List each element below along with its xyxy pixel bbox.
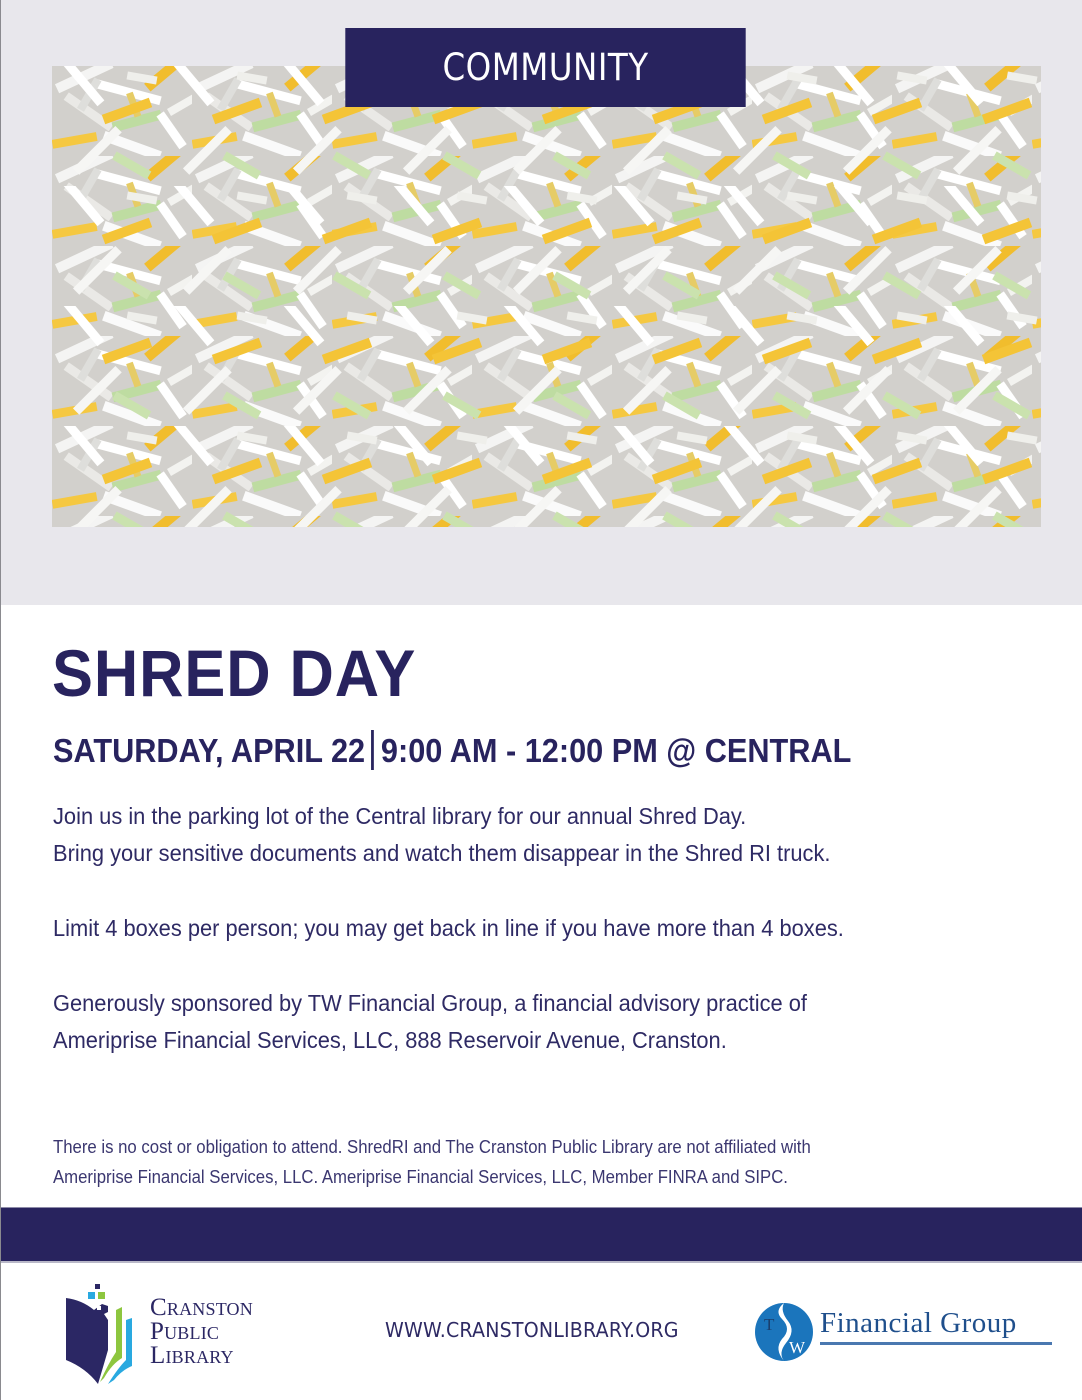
library-name (150, 1296, 253, 1368)
tw-monogram-icon (752, 1303, 816, 1361)
event-time-location: 9:00 AM - 12:00 PM @ CENTRAL (380, 732, 852, 769)
hero-section (0, 0, 1082, 605)
shredded-paper-photo (52, 66, 1041, 527)
event-title: SHRED DAY (52, 636, 417, 710)
intro-line-1: Join us in the parking lot of the Central library for our annual Shred Day. (53, 803, 747, 829)
footer-divider-band (0, 1207, 1082, 1263)
library-name-line-3: Library (150, 1342, 234, 1369)
open-book-icon (64, 1280, 144, 1390)
website-link[interactable]: WWW.CRANSTONLIBRARY.ORG (385, 1318, 679, 1342)
separator-bar (371, 730, 374, 770)
sponsor-line-2: Ameriprise Financial Services, LLC, 888 Reservoir Avenue, Cranston. (53, 1027, 727, 1053)
page-edge (0, 0, 1, 1400)
sponsor-line-1: Generously sponsored by TW Financial Group, a financial advisory practice of (53, 990, 807, 1016)
disclaimer-line-2: Ameriprise Financial Services, LLC. Ameriprise Financial Services, LLC, Member FINRA and SIPC. (53, 1167, 788, 1187)
cranston-library-logo (64, 1280, 304, 1390)
disclaimer (53, 1132, 811, 1192)
tw-logo-underline (820, 1342, 1052, 1345)
library-name-line-1: Cranston (150, 1294, 253, 1321)
svg-text:T: T (764, 1315, 775, 1334)
intro-line-2: Bring your sensitive documents and watch them disappear in the Shred RI truck. (53, 840, 831, 866)
limit-paragraph (53, 910, 844, 947)
tw-financial-logo (750, 1275, 1060, 1395)
limit-line: Limit 4 boxes per person; you may get back in line if you have more than 4 boxes. (53, 915, 844, 941)
category-tag: COMMUNITY (345, 28, 745, 107)
event-datetime (53, 730, 851, 770)
event-date: SATURDAY, APRIL 22 (53, 732, 366, 769)
sponsor-paragraph (53, 985, 807, 1059)
svg-text:W: W (789, 1338, 806, 1357)
disclaimer-line-1: There is no cost or obligation to attend. ShredRI and The Cranston Public Library are not affiliated with (53, 1137, 811, 1157)
tw-financial-name: Financial Group (820, 1307, 1017, 1339)
shredded-paper-image (52, 66, 1041, 527)
intro-paragraph (53, 798, 830, 872)
library-name-line-2: Public (150, 1318, 220, 1345)
